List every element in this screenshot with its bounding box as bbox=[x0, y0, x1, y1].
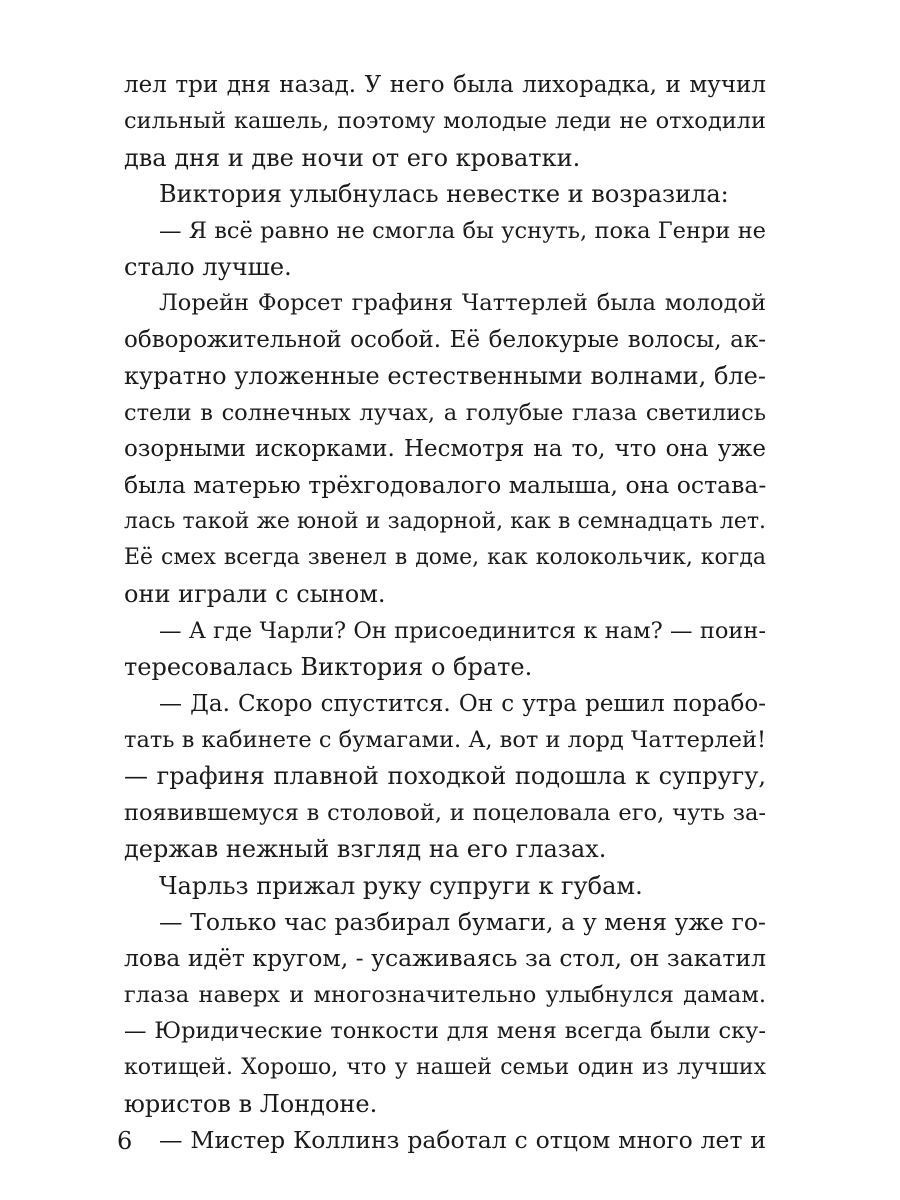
text-line: Лорейн Форсет графиня Чаттерлей была молодой bbox=[159, 290, 766, 317]
text-line: — графиня плавной походкой подошла к супругу, bbox=[124, 762, 766, 791]
page-number: 6 bbox=[117, 1127, 133, 1155]
text-line: тать в кабинете с бумагами. А, вот и лорд Чаттерлей! bbox=[124, 727, 766, 754]
text-line: Её смех всегда звенел в доме, как колокольчик, когда bbox=[124, 545, 766, 571]
text-line: озорными искорками. Несмотря на то, что она уже bbox=[124, 435, 766, 462]
text-line: лова идёт кругом, - усаживаясь за стол, он закатил bbox=[124, 944, 766, 973]
text-line: появившемуся в столовой, и поцеловала его, чуть за- bbox=[124, 799, 766, 826]
text-line: Чарльз прижал руку супруги к губам. bbox=[159, 871, 643, 900]
text-line: глаза наверх и многозначительно улыбнулся дамам. bbox=[124, 981, 766, 1008]
text-line: — Мистер Коллинз работал с отцом много лет и bbox=[159, 1126, 766, 1155]
text-line: котищей. Хорошо, что у нашей семьи один из лучших bbox=[124, 1054, 766, 1080]
text-line: стели в солнечных лучах, а голубые глаза светились bbox=[124, 399, 766, 426]
text-line: стало лучше. bbox=[124, 252, 292, 281]
text-line: два дня и две ночи от его кроватки. bbox=[124, 143, 581, 172]
text-line: куратно уложенные естественными волнами, бле- bbox=[124, 362, 766, 391]
text-line: — Я всё равно не смогла бы уснуть, пока Генри не bbox=[159, 217, 766, 244]
text-line: обворожительной особой. Её белокурые волосы, ак- bbox=[124, 326, 766, 353]
text-line: сильный кашель, поэтому молодые леди не отходили bbox=[124, 108, 766, 135]
text-line: Виктория улыбнулась невестке и возразила: bbox=[159, 180, 729, 209]
text-line: юристов в Лондоне. bbox=[124, 1089, 378, 1118]
text-line: лась такой же юной и задорной, как в семнадцать лет. bbox=[124, 508, 766, 534]
text-line: они играли с сыном. bbox=[124, 580, 386, 609]
text-line: лел три дня назад. У него была лихорадка, и мучил bbox=[124, 72, 766, 98]
text-line: — А где Чарли? Он присоединится к нам? — поин- bbox=[159, 617, 766, 644]
text-line: — Только час разбирал бумаги, а у меня уже го- bbox=[159, 907, 766, 936]
text-line: тересовалась Виктория о брате. bbox=[124, 653, 533, 682]
text-line: была матерью трёхгодовалого малыша, она остава- bbox=[124, 471, 766, 500]
body-text bbox=[124, 67, 766, 1159]
text-line: — Да. Скоро спустится. Он с утра решил порабо- bbox=[159, 690, 766, 717]
text-line: держав нежный взгляд на его глазах. bbox=[124, 835, 607, 864]
text-line: — Юридические тонкости для меня всегда были ску- bbox=[124, 1018, 766, 1045]
